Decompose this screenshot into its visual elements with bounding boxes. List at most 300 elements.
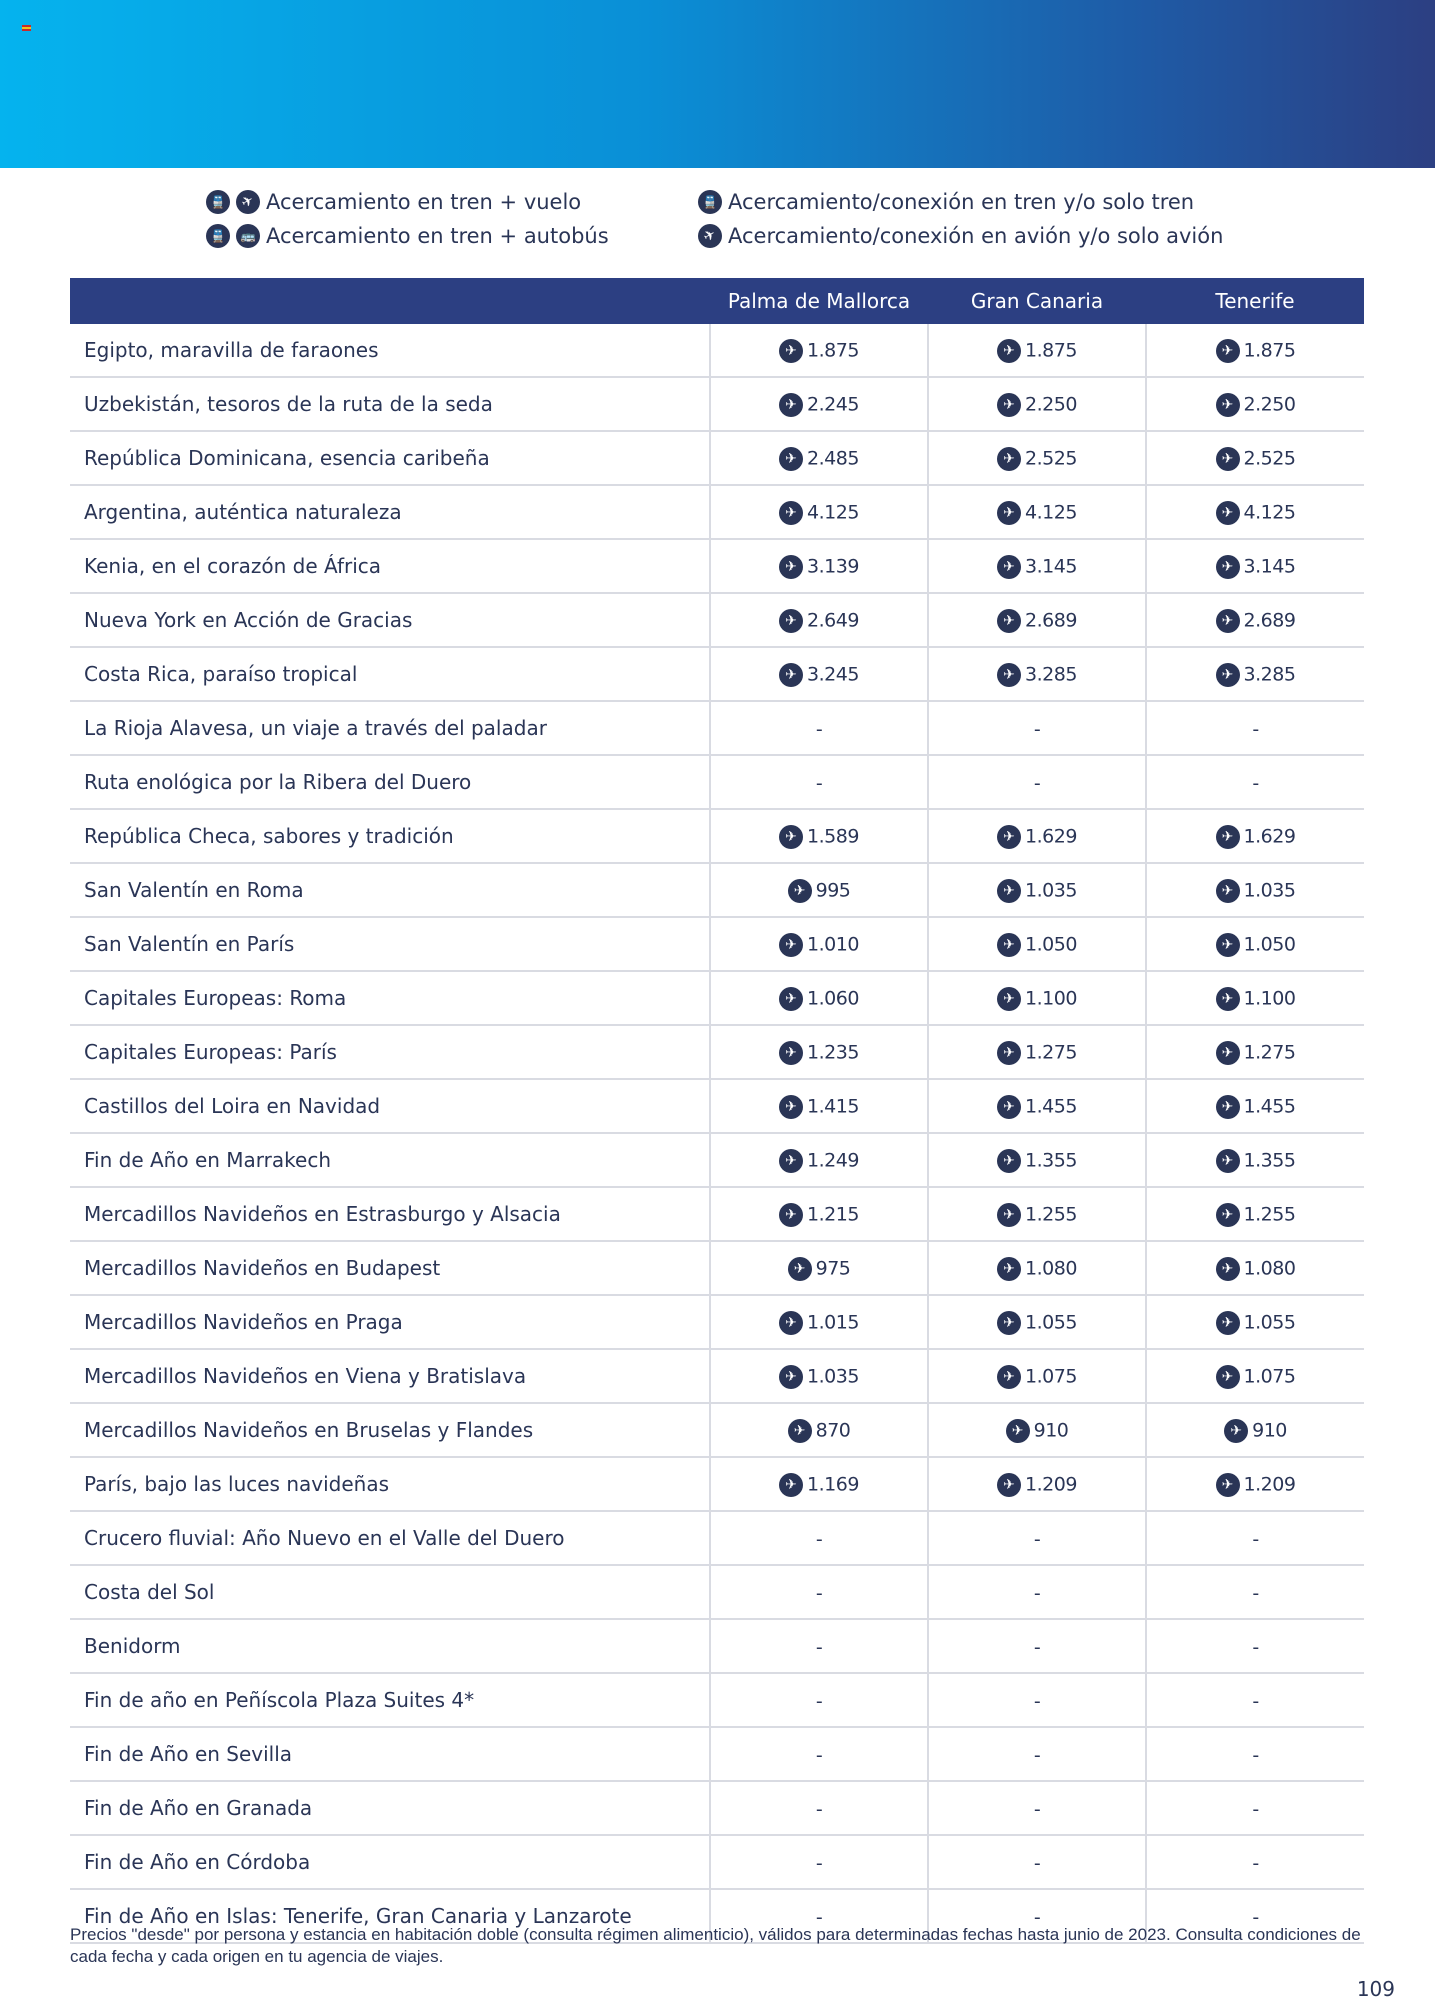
- plane-icon: ✈: [779, 1365, 803, 1389]
- price-cell: [1146, 809, 1364, 863]
- price-cell: [710, 1349, 928, 1403]
- trip-name: Fin de Año en Granada: [70, 1781, 710, 1835]
- price-value: -: [1033, 772, 1041, 795]
- legend-label: Acercamiento en tren + autobús: [266, 224, 609, 248]
- plane-icon: ✈: [1216, 393, 1240, 417]
- plane-icon: ✈: [1216, 1095, 1240, 1119]
- price-value: -: [1033, 1852, 1041, 1875]
- price-value: -: [1033, 1744, 1041, 1767]
- price-value: 2.525: [1025, 447, 1077, 470]
- table-row: [70, 539, 1364, 593]
- price-cell: [1146, 1835, 1364, 1889]
- plane-icon: ✈: [997, 501, 1021, 525]
- trip-name: Mercadillos Navideños en Estrasburgo y Alsacia: [70, 1187, 710, 1241]
- plane-icon: ✈: [997, 393, 1021, 417]
- plane-icon: ✈: [779, 501, 803, 525]
- price-cell: [928, 863, 1146, 917]
- price-value: 4.125: [807, 501, 859, 524]
- plane-icon: ✈: [1216, 1203, 1240, 1227]
- plane-icon: ✈: [1216, 339, 1240, 363]
- price-value: 910: [1033, 1419, 1069, 1442]
- table-row: [70, 1079, 1364, 1133]
- price-cell: [928, 1511, 1146, 1565]
- price-value: -: [815, 1852, 823, 1875]
- price-cell: [1146, 324, 1364, 377]
- plane-icon: ✈: [1216, 1311, 1240, 1335]
- column-header-palma: Palma de Mallorca: [710, 278, 928, 324]
- table-row: [70, 701, 1364, 755]
- price-value: 1.060: [807, 987, 859, 1010]
- plane-icon: ✈: [997, 1041, 1021, 1065]
- price-value: 1.355: [1025, 1149, 1077, 1172]
- price-value: -: [815, 772, 823, 795]
- trip-name: Ruta enológica por la Ribera del Duero: [70, 755, 710, 809]
- price-cell: [710, 1727, 928, 1781]
- price-value: -: [1252, 1636, 1259, 1659]
- trip-name: Capitales Europeas: París: [70, 1025, 710, 1079]
- price-cell: [710, 431, 928, 485]
- plane-icon: ✈: [779, 1095, 803, 1119]
- table-row: [70, 1511, 1364, 1565]
- legend-label: Acercamiento en tren + vuelo: [266, 190, 582, 214]
- header-banner: [0, 0, 1435, 168]
- price-cell: [1146, 593, 1364, 647]
- plane-icon: ✈: [1216, 609, 1240, 633]
- table-row: [70, 593, 1364, 647]
- price-value: 2.649: [807, 609, 859, 632]
- price-cell: [928, 1835, 1146, 1889]
- price-cell: [928, 1619, 1146, 1673]
- legend-item-train-bus: [206, 224, 609, 248]
- price-value: -: [1252, 1582, 1259, 1605]
- table-row: [70, 1781, 1364, 1835]
- price-value: 1.875: [807, 339, 859, 362]
- price-cell: [1146, 539, 1364, 593]
- price-value: 1.075: [1243, 1365, 1296, 1388]
- legend-label: Acercamiento/conexión en tren y/o solo tren: [728, 190, 1195, 214]
- price-cell: [710, 377, 928, 431]
- page-number: 109: [1356, 1977, 1395, 2001]
- price-value: 1.209: [1243, 1473, 1296, 1496]
- price-value: 1.455: [1243, 1095, 1296, 1118]
- train-icon: [206, 190, 230, 214]
- table-row: [70, 1457, 1364, 1511]
- price-cell: [1146, 1025, 1364, 1079]
- table-row: [70, 1619, 1364, 1673]
- price-cell: [710, 863, 928, 917]
- trip-name: Uzbekistán, tesoros de la ruta de la seda: [70, 377, 710, 431]
- plane-icon: ✈: [1006, 1419, 1030, 1443]
- plane-icon: ✈: [1216, 1365, 1240, 1389]
- plane-icon: ✈: [997, 1311, 1021, 1335]
- price-value: 1.055: [1243, 1311, 1296, 1334]
- price-value: 1.055: [1025, 1311, 1077, 1334]
- price-cell: [928, 431, 1146, 485]
- price-cell: [710, 701, 928, 755]
- table-row: [70, 1025, 1364, 1079]
- trip-name: Mercadillos Navideños en Bruselas y Flandes: [70, 1403, 710, 1457]
- price-value: -: [1033, 718, 1041, 741]
- price-value: 2.485: [807, 447, 859, 470]
- price-cell: [928, 593, 1146, 647]
- plane-icon: ✈: [779, 1041, 803, 1065]
- plane-icon: ✈: [997, 555, 1021, 579]
- price-cell: [710, 1619, 928, 1673]
- plane-icon: [236, 190, 260, 214]
- price-value: 1.249: [807, 1149, 859, 1172]
- table-row: [70, 647, 1364, 701]
- price-cell: [710, 1295, 928, 1349]
- price-cell: [1146, 1133, 1364, 1187]
- price-table: [70, 278, 1364, 1944]
- price-cell: [928, 1727, 1146, 1781]
- plane-icon: ✈: [779, 447, 803, 471]
- price-cell: [1146, 701, 1364, 755]
- price-cell: [1146, 1457, 1364, 1511]
- price-value: 4.125: [1025, 501, 1077, 524]
- price-cell: [928, 647, 1146, 701]
- plane-icon: [698, 224, 722, 248]
- table-row: [70, 917, 1364, 971]
- trip-name: Mercadillos Navideños en Viena y Bratislava: [70, 1349, 710, 1403]
- trip-name: La Rioja Alavesa, un viaje a través del paladar: [70, 701, 710, 755]
- price-cell: [1146, 1349, 1364, 1403]
- plane-icon: ✈: [997, 1203, 1021, 1227]
- price-cell: [928, 971, 1146, 1025]
- price-cell: [928, 1565, 1146, 1619]
- plane-icon: ✈: [997, 933, 1021, 957]
- plane-icon: ✈: [779, 555, 803, 579]
- price-value: -: [1252, 718, 1259, 741]
- price-value: 1.275: [1243, 1041, 1296, 1064]
- trip-name: Capitales Europeas: Roma: [70, 971, 710, 1025]
- table-row: [70, 1349, 1364, 1403]
- price-cell: [710, 647, 928, 701]
- price-cell: [928, 1295, 1146, 1349]
- table-row: [70, 485, 1364, 539]
- price-value: -: [1252, 1690, 1259, 1713]
- price-value: 1.235: [807, 1041, 859, 1064]
- table-row: [70, 1565, 1364, 1619]
- price-cell: [710, 539, 928, 593]
- price-value: -: [815, 1582, 823, 1605]
- price-cell: [710, 1133, 928, 1187]
- table-row: [70, 431, 1364, 485]
- plane-icon: ✈: [779, 1203, 803, 1227]
- table-row: [70, 755, 1364, 809]
- trip-name: Fin de Año en Marrakech: [70, 1133, 710, 1187]
- price-cell: [710, 971, 928, 1025]
- plane-icon: ✈: [779, 825, 803, 849]
- price-value: 2.689: [1243, 609, 1296, 632]
- price-cell: [928, 917, 1146, 971]
- plane-icon: ✈: [779, 339, 803, 363]
- price-cell: [710, 485, 928, 539]
- price-value: 1.209: [1025, 1473, 1077, 1496]
- plane-icon: ✈: [779, 987, 803, 1011]
- price-cell: [928, 1673, 1146, 1727]
- price-value: 1.080: [1243, 1257, 1296, 1280]
- plane-icon: ✈: [1216, 987, 1240, 1011]
- price-value: 1.100: [1025, 987, 1077, 1010]
- price-value: -: [1252, 1528, 1259, 1551]
- price-cell: [928, 1349, 1146, 1403]
- plane-icon: ✈: [997, 825, 1021, 849]
- plane-icon: ✈: [1216, 933, 1240, 957]
- plane-icon: ✈: [1216, 1149, 1240, 1173]
- trip-name: París, bajo las luces navideñas: [70, 1457, 710, 1511]
- table-row: [70, 1673, 1364, 1727]
- bus-icon: [236, 224, 260, 248]
- price-cell: [928, 539, 1146, 593]
- price-cell: [710, 1457, 928, 1511]
- column-header-gran-canaria: Gran Canaria: [928, 278, 1146, 324]
- plane-icon: ✈: [997, 987, 1021, 1011]
- trip-name: Crucero fluvial: Año Nuevo en el Valle del Duero: [70, 1511, 710, 1565]
- trip-name: Castillos del Loira en Navidad: [70, 1079, 710, 1133]
- plane-icon: ✈: [779, 1311, 803, 1335]
- price-value: -: [1033, 1906, 1041, 1929]
- train-icon: [698, 190, 722, 214]
- price-value: -: [1252, 1744, 1259, 1767]
- price-cell: [710, 1079, 928, 1133]
- price-cell: [710, 1511, 928, 1565]
- price-value: 1.255: [1025, 1203, 1077, 1226]
- table-header-row: [70, 278, 1364, 324]
- price-cell: [1146, 485, 1364, 539]
- price-cell: [928, 1079, 1146, 1133]
- price-cell: [1146, 377, 1364, 431]
- price-cell: [1146, 755, 1364, 809]
- price-value: 3.145: [1025, 555, 1077, 578]
- plane-icon: ✈: [1216, 1041, 1240, 1065]
- price-value: 1.075: [1025, 1365, 1077, 1388]
- trip-name: Costa del Sol: [70, 1565, 710, 1619]
- legend-item-plane-only: [698, 224, 1223, 248]
- price-value: -: [815, 1906, 823, 1929]
- price-cell: [928, 1403, 1146, 1457]
- legend-item-train-only: [698, 190, 1194, 214]
- price-value: 3.139: [807, 555, 859, 578]
- price-value: 2.689: [1025, 609, 1077, 632]
- price-cell: [710, 324, 928, 377]
- plane-icon: ✈: [779, 393, 803, 417]
- price-cell: [1146, 1187, 1364, 1241]
- price-cell: [1146, 1403, 1364, 1457]
- plane-icon: ✈: [788, 1419, 812, 1443]
- price-cell: [1146, 863, 1364, 917]
- price-value: 1.169: [807, 1473, 859, 1496]
- plane-icon: ✈: [997, 339, 1021, 363]
- price-cell: [1146, 431, 1364, 485]
- table-row: [70, 971, 1364, 1025]
- price-cell: [1146, 971, 1364, 1025]
- price-value: 1.050: [1243, 933, 1296, 956]
- table-row: [70, 1835, 1364, 1889]
- price-cell: [1146, 1673, 1364, 1727]
- price-cell: [1146, 1295, 1364, 1349]
- plane-icon: ✈: [779, 933, 803, 957]
- price-value: -: [815, 1744, 823, 1767]
- price-cell: [710, 1673, 928, 1727]
- price-value: 1.015: [807, 1311, 859, 1334]
- price-value: 1.629: [1025, 825, 1077, 848]
- trip-name: San Valentín en Roma: [70, 863, 710, 917]
- trip-name: Fin de Año en Sevilla: [70, 1727, 710, 1781]
- trip-name: Kenia, en el corazón de África: [70, 539, 710, 593]
- price-value: 2.245: [807, 393, 859, 416]
- price-value: 870: [815, 1419, 851, 1442]
- price-cell: [928, 485, 1146, 539]
- plane-icon: ✈: [997, 1473, 1021, 1497]
- trip-name: Egipto, maravilla de faraones: [70, 324, 710, 377]
- trip-name: República Checa, sabores y tradición: [70, 809, 710, 863]
- column-header-destination: [70, 278, 710, 324]
- trip-name: Fin de año en Peñíscola Plaza Suites 4*: [70, 1673, 710, 1727]
- price-value: 2.250: [1025, 393, 1077, 416]
- price-value: 2.525: [1243, 447, 1296, 470]
- price-cell: [928, 755, 1146, 809]
- plane-icon: ✈: [779, 609, 803, 633]
- price-value: -: [815, 1798, 823, 1821]
- price-cell: [1146, 1619, 1364, 1673]
- price-cell: [928, 1457, 1146, 1511]
- price-cell: [710, 1835, 928, 1889]
- price-cell: [1146, 647, 1364, 701]
- plane-icon: ✈: [997, 447, 1021, 471]
- trip-name: República Dominicana, esencia caribeña: [70, 431, 710, 485]
- plane-icon: ✈: [1216, 879, 1240, 903]
- plane-icon: ✈: [997, 1257, 1021, 1281]
- table-row: [70, 863, 1364, 917]
- price-value: 1.875: [1243, 339, 1296, 362]
- trip-name: Argentina, auténtica naturaleza: [70, 485, 710, 539]
- flag-icon: [22, 25, 31, 31]
- price-cell: [710, 917, 928, 971]
- price-value: -: [1252, 772, 1259, 795]
- price-value: -: [1252, 1798, 1259, 1821]
- price-cell: [1146, 1727, 1364, 1781]
- price-cell: [928, 1241, 1146, 1295]
- price-cell: [928, 809, 1146, 863]
- train-icon: [206, 224, 230, 248]
- price-value: 1.255: [1243, 1203, 1296, 1226]
- price-value: 1.215: [807, 1203, 859, 1226]
- table-row: [70, 377, 1364, 431]
- price-value: -: [815, 1690, 823, 1713]
- plane-icon: ✈: [788, 1257, 812, 1281]
- table-row: [70, 809, 1364, 863]
- price-cell: [1146, 917, 1364, 971]
- price-cell: [710, 1025, 928, 1079]
- price-value: -: [1033, 1582, 1041, 1605]
- price-value: -: [1033, 1690, 1041, 1713]
- price-value: -: [1252, 1852, 1259, 1875]
- price-value: -: [1252, 1906, 1259, 1929]
- price-cell: [1146, 1781, 1364, 1835]
- price-cell: [1146, 1565, 1364, 1619]
- price-value: -: [815, 718, 823, 741]
- plane-icon: ✈: [997, 1149, 1021, 1173]
- price-value: 1.035: [1243, 879, 1296, 902]
- price-value: 3.245: [807, 663, 859, 686]
- price-value: 3.285: [1025, 663, 1077, 686]
- price-value: 1.275: [1025, 1041, 1077, 1064]
- price-value: 1.080: [1025, 1257, 1077, 1280]
- price-value: 1.415: [807, 1095, 859, 1118]
- price-value: -: [1033, 1798, 1041, 1821]
- plane-icon: ✈: [997, 1365, 1021, 1389]
- plane-icon: ✈: [1216, 1257, 1240, 1281]
- trip-name: Mercadillos Navideños en Praga: [70, 1295, 710, 1349]
- trip-name: San Valentín en París: [70, 917, 710, 971]
- plane-icon: ✈: [1216, 1473, 1240, 1497]
- trip-name: Benidorm: [70, 1619, 710, 1673]
- price-cell: [710, 1241, 928, 1295]
- trip-name: Nueva York en Acción de Gracias: [70, 593, 710, 647]
- price-cell: [710, 755, 928, 809]
- plane-icon: ✈: [997, 609, 1021, 633]
- table-row: [70, 1133, 1364, 1187]
- legend-label: Acercamiento/conexión en avión y/o solo avión: [728, 224, 1224, 248]
- price-cell: [710, 809, 928, 863]
- footnote: Precios "desde" por persona y estancia en habitación doble (consulta régimen alimenticio), válidos para determinadas fechas hasta junio de 2023. Consulta condiciones de cada fecha y cada origen en tu agencia de viajes.: [70, 1925, 1361, 1966]
- price-value: -: [1033, 1528, 1041, 1551]
- table-row: [70, 1727, 1364, 1781]
- price-cell: [710, 1187, 928, 1241]
- table-row: [70, 1241, 1364, 1295]
- price-value: 910: [1252, 1419, 1287, 1442]
- price-value: 1.629: [1243, 825, 1296, 848]
- table-row: [70, 1295, 1364, 1349]
- trip-name: Mercadillos Navideños en Budapest: [70, 1241, 710, 1295]
- price-value: 1.010: [807, 933, 859, 956]
- price-value: 2.250: [1243, 393, 1296, 416]
- price-cell: [710, 1565, 928, 1619]
- table-row: [70, 1187, 1364, 1241]
- price-cell: [710, 1781, 928, 1835]
- price-cell: [1146, 1241, 1364, 1295]
- price-cell: [928, 377, 1146, 431]
- price-value: 1.050: [1025, 933, 1077, 956]
- plane-icon: ✈: [779, 663, 803, 687]
- price-value: -: [815, 1636, 823, 1659]
- price-value: 1.355: [1243, 1149, 1296, 1172]
- plane-icon: ✈: [997, 663, 1021, 687]
- plane-icon: ✈: [1216, 447, 1240, 471]
- trip-name: Fin de Año en Córdoba: [70, 1835, 710, 1889]
- price-cell: [710, 593, 928, 647]
- plane-icon: ✈: [997, 1095, 1021, 1119]
- price-cell: [928, 324, 1146, 377]
- price-value: 1.875: [1025, 339, 1077, 362]
- price-value: 3.285: [1243, 663, 1296, 686]
- plane-icon: ✈: [1216, 555, 1240, 579]
- price-cell: [710, 1403, 928, 1457]
- price-value: 1.035: [1025, 879, 1077, 902]
- legend-item-train-flight: [206, 190, 581, 214]
- plane-icon: ✈: [1224, 1419, 1248, 1443]
- price-value: 1.100: [1243, 987, 1296, 1010]
- plane-icon: ✈: [997, 879, 1021, 903]
- plane-icon: ✈: [1216, 663, 1240, 687]
- price-value: 1.035: [807, 1365, 859, 1388]
- price-value: -: [1033, 1636, 1041, 1659]
- table-row: [70, 324, 1364, 377]
- price-cell: [928, 701, 1146, 755]
- trip-name: Costa Rica, paraíso tropical: [70, 647, 710, 701]
- price-cell: [928, 1781, 1146, 1835]
